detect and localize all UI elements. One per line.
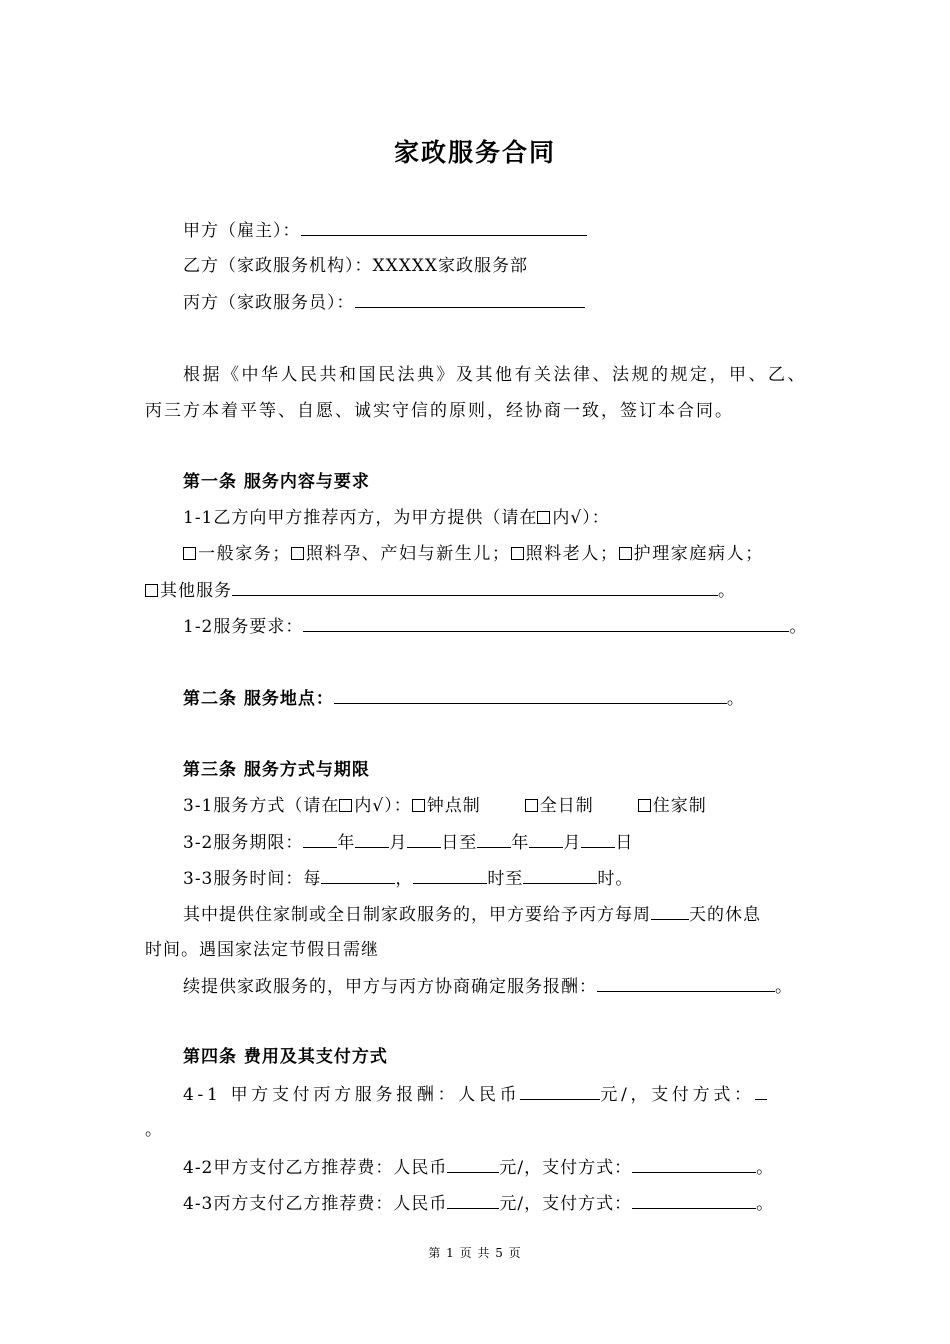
party-c-label: 丙方（家政服务员）： bbox=[183, 293, 355, 313]
service-frequency-blank[interactable] bbox=[321, 866, 395, 884]
party-c-line bbox=[183, 290, 585, 315]
page-footer: 第 1 页 共 5 页 bbox=[428, 1246, 522, 1260]
agency-fee-a-method-blank[interactable] bbox=[632, 1155, 756, 1173]
year-label: 年 bbox=[511, 833, 530, 853]
checkbox-full-day[interactable] bbox=[525, 799, 538, 812]
mode-hourly: 钟点制 bbox=[426, 796, 481, 816]
hour-to-label: 时至 bbox=[487, 869, 524, 889]
checkbox-hourly[interactable] bbox=[412, 799, 425, 812]
service-payment-method-blank[interactable] bbox=[755, 1082, 767, 1100]
service-requirements-label: 1-2服务要求： bbox=[183, 617, 304, 637]
checkbox-maternity-newborn[interactable] bbox=[291, 547, 304, 560]
service-mode-label: 3-1服务方式（请在 bbox=[183, 796, 340, 816]
period: 。 bbox=[756, 1194, 775, 1214]
agency-fee-c-blank[interactable] bbox=[447, 1191, 499, 1209]
start-year-blank[interactable] bbox=[303, 830, 337, 848]
article-1-1 bbox=[183, 506, 610, 530]
service-time-label: 3-3服务时间：每 bbox=[183, 869, 322, 889]
article-1-1-text: 1-1乙方向甲方推荐丙方，为甲方提供（请在 bbox=[183, 508, 538, 528]
option-elderly-care: 照料老人； bbox=[525, 544, 619, 564]
article-3-1 bbox=[183, 794, 707, 818]
rest-days-tail: 天的休息 bbox=[689, 905, 761, 925]
service-requirements-blank[interactable] bbox=[303, 614, 789, 632]
checkbox-icon bbox=[537, 511, 550, 524]
end-year-blank[interactable] bbox=[477, 830, 511, 848]
article-4-2 bbox=[183, 1155, 774, 1180]
start-hour-blank[interactable] bbox=[413, 866, 487, 884]
article-1-1-tail: 内√）： bbox=[552, 508, 610, 528]
agency-fee-a-label: 4-2甲方支付乙方推荐费：人民币 bbox=[183, 1158, 448, 1178]
party-b-line bbox=[183, 254, 528, 278]
article-4-1-end: 。 bbox=[145, 1120, 163, 1140]
period: 。 bbox=[718, 581, 736, 601]
agency-fee-c-method-blank[interactable] bbox=[632, 1191, 756, 1209]
option-general-housework: 一般家务； bbox=[198, 544, 291, 564]
holiday-pay-blank[interactable] bbox=[597, 974, 775, 992]
article-3-2 bbox=[183, 830, 633, 855]
article-1-2 bbox=[183, 614, 807, 639]
end-day-blank[interactable] bbox=[581, 830, 615, 848]
preamble-line-1: 根据《中华人民共和国民法典》及其他有关法律、法规的规定，甲、乙、 bbox=[183, 365, 807, 385]
checkbox-live-in[interactable] bbox=[638, 799, 651, 812]
period: 。 bbox=[756, 1158, 775, 1178]
end-month-blank[interactable] bbox=[529, 830, 563, 848]
end-hour-blank[interactable] bbox=[523, 866, 597, 884]
document-title: 家政服务合同 bbox=[393, 138, 556, 167]
service-fee-label: 4-1 甲方支付丙方服务报酬：人民币 bbox=[183, 1085, 521, 1105]
service-fee-mid: 元/，支付方式： bbox=[600, 1085, 755, 1105]
year-label: 年 bbox=[337, 833, 356, 853]
period: 。 bbox=[726, 689, 745, 709]
checkbox-elderly-care[interactable] bbox=[511, 547, 524, 560]
party-a-line bbox=[183, 218, 587, 243]
other-service-blank[interactable] bbox=[232, 578, 718, 596]
option-patient-care: 护理家庭病人； bbox=[633, 544, 764, 564]
party-b-value: XXXXX家政服务部 bbox=[372, 256, 529, 276]
hour-end-label: 时。 bbox=[597, 869, 634, 889]
holiday-pay-line bbox=[183, 974, 793, 999]
checkbox-patient-care[interactable] bbox=[619, 547, 632, 560]
start-day-blank[interactable] bbox=[407, 830, 441, 848]
agency-fee-c-label: 4-3丙方支付乙方推荐费：人民币 bbox=[183, 1194, 448, 1214]
article-1-heading: 第一条 服务内容与要求 bbox=[183, 472, 370, 492]
article-3-heading: 第三条 服务方式与期限 bbox=[183, 760, 370, 780]
day-label: 日 bbox=[615, 833, 634, 853]
article-3-3 bbox=[183, 866, 633, 891]
article-2-heading: 第二条 服务地点： bbox=[183, 689, 334, 709]
agency-fee-a-blank[interactable] bbox=[447, 1155, 499, 1173]
party-a-blank[interactable] bbox=[301, 218, 587, 236]
party-b-label: 乙方（家政服务机构）： bbox=[183, 256, 373, 276]
period: 。 bbox=[775, 977, 793, 997]
service-location-blank[interactable] bbox=[334, 686, 727, 704]
rest-days-line bbox=[183, 902, 761, 927]
preamble-line-2: 丙三方本着平等、自愿、诚实守信的原则，经协商一致，签订本合同。 bbox=[145, 401, 734, 421]
mode-live-in: 住家制 bbox=[652, 796, 707, 816]
rest-days-blank[interactable] bbox=[651, 902, 689, 920]
month-label: 月 bbox=[389, 833, 408, 853]
service-options-line bbox=[183, 542, 764, 566]
article-4-heading: 第四条 费用及其支付方式 bbox=[183, 1047, 388, 1067]
checkbox-general-housework[interactable] bbox=[183, 547, 196, 560]
checkbox-other-service[interactable] bbox=[145, 584, 158, 597]
comma: ， bbox=[395, 869, 414, 889]
rest-days-text: 其中提供住家制或全日制家政服务的，甲方要给予丙方每周 bbox=[183, 905, 651, 925]
month-label: 月 bbox=[563, 833, 582, 853]
holiday-line: 时间。遇国家法定节假日需继 bbox=[145, 940, 379, 960]
period: 。 bbox=[789, 617, 808, 637]
option-other-service: 其他服务 bbox=[160, 581, 232, 601]
service-period-label: 3-2服务期限： bbox=[183, 833, 304, 853]
to-label: 至 bbox=[459, 833, 478, 853]
mode-full-day: 全日制 bbox=[539, 796, 594, 816]
party-c-blank[interactable] bbox=[355, 290, 585, 308]
article-4-1 bbox=[183, 1082, 767, 1107]
agency-fee-a-mid: 元/，支付方式： bbox=[499, 1158, 633, 1178]
service-fee-blank[interactable] bbox=[520, 1082, 600, 1100]
agency-fee-c-mid: 元/，支付方式： bbox=[499, 1194, 633, 1214]
holiday-pay-text: 续提供家政服务的，甲方与丙方协商确定服务报酬： bbox=[183, 977, 597, 997]
checkbox-icon bbox=[339, 799, 352, 812]
party-a-label: 甲方（雇主）： bbox=[183, 221, 301, 241]
service-mode-tail: 内√）： bbox=[354, 796, 412, 816]
start-month-blank[interactable] bbox=[355, 830, 389, 848]
day-label: 日 bbox=[441, 833, 460, 853]
option-maternity-newborn: 照料孕、产妇与新生儿； bbox=[306, 544, 511, 564]
other-service-line bbox=[145, 578, 736, 603]
article-4-3 bbox=[183, 1191, 774, 1216]
article-2-line bbox=[183, 686, 745, 711]
